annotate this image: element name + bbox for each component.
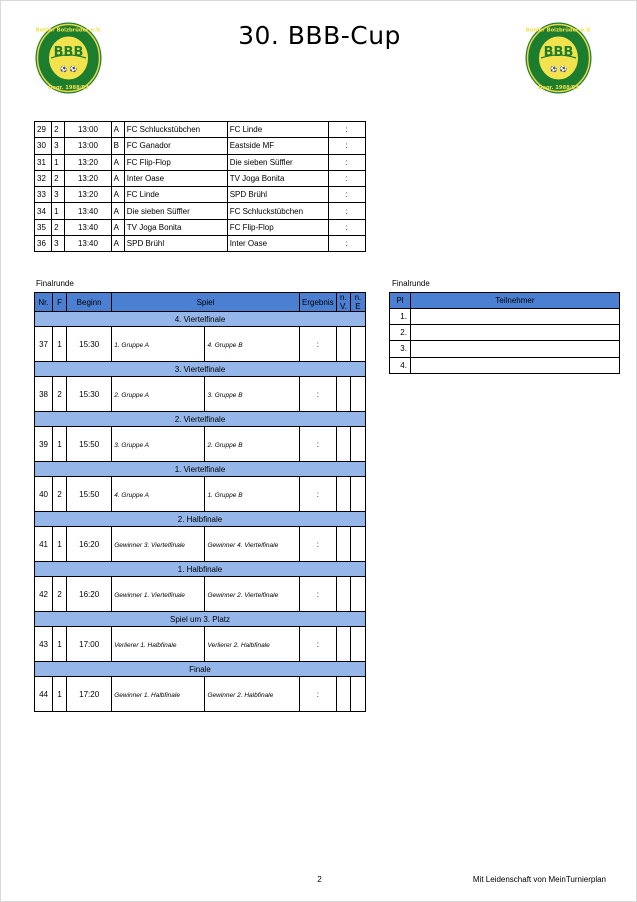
table-row [35,154,366,170]
table-row [390,341,620,357]
stage-row [35,612,366,627]
score-field: : [328,122,365,138]
match-time: 17:00 [67,627,112,662]
team-home: 4. Gruppe A [112,477,205,512]
match-time: 15:50 [67,477,112,512]
match-time: 13:20 [65,170,111,186]
match-number: 31 [35,154,52,170]
extra-time-field [336,677,350,712]
stage-title: 3. Viertelfinale [35,362,366,377]
stage-title: Spiel um 3. Platz [35,612,366,627]
stage-row [35,312,366,327]
stage-row [35,512,366,527]
participant-name [410,357,619,373]
field-number: 2 [53,477,67,512]
stage-title: 1. Halbfinale [35,562,366,577]
match-time: 13:20 [65,154,111,170]
table-row [35,477,366,512]
score-field: : [299,627,336,662]
team-home: FC Schluckstübchen [124,122,227,138]
team-away: TV Joga Bonita [227,170,328,186]
logo-text-top: Buhler Bolzbrüder e.V. [35,27,102,34]
match-time: 17:20 [67,677,112,712]
score-field: : [328,170,365,186]
stage-row [35,562,366,577]
stage-title: 4. Viertelfinale [35,312,366,327]
svg-text:⚽ ⚽: ⚽ ⚽ [60,66,77,73]
field-number: 3 [52,138,65,154]
score-field: : [299,577,336,612]
col-field: F [53,293,67,312]
penalties-field [350,627,365,662]
match-time: 15:50 [67,427,112,462]
field-number: 2 [53,377,67,412]
score-field: : [299,477,336,512]
col-place: Pl [390,293,411,309]
match-time: 13:40 [65,203,111,219]
field-number: 2 [52,170,65,186]
match-number: 36 [35,236,52,252]
table-row [390,357,620,373]
match-number: 35 [35,219,52,235]
score-field: : [299,527,336,562]
table-row [35,203,366,219]
match-time: 13:00 [65,138,111,154]
logo-text-top: Buhler Bolzbrüder e.V. [525,27,592,34]
field-number: 2 [52,122,65,138]
score-field: : [328,154,365,170]
match-number: 29 [35,122,52,138]
field-number: 1 [53,677,67,712]
penalties-field [350,677,365,712]
table-row [35,138,366,154]
group-letter: A [111,219,124,235]
match-number: 39 [35,427,53,462]
team-away: Verlierer 2. Halbfinale [205,627,299,662]
placement-table [389,292,620,374]
club-logo-right [525,22,592,94]
team-home: Gewinner 3. Viertelfinale [112,527,205,562]
table-row [390,325,620,341]
extra-time-field [336,577,350,612]
score-field: : [299,377,336,412]
team-away: Inter Oase [227,236,328,252]
col-extra-time: n. V. [336,293,350,312]
team-away: FC Linde [227,122,328,138]
team-away: Gewinner 2. Viertelfinale [205,577,299,612]
score-field: : [299,677,336,712]
placement-label: Finalrunde [392,279,430,288]
team-home: FC Flip-Flop [124,154,227,170]
table-row [35,527,366,562]
match-time: 13:40 [65,219,111,235]
score-field: : [299,427,336,462]
stage-title: 2. Viertelfinale [35,412,366,427]
stage-title: Finale [35,662,366,677]
logo-monogram: BBB [543,45,574,60]
finals-table [34,292,366,712]
team-away: Die sieben Süffler [227,154,328,170]
score-field: : [299,327,336,362]
stage-row [35,662,366,677]
match-time: 15:30 [67,377,112,412]
group-letter: A [111,203,124,219]
match-time: 13:40 [65,236,111,252]
score-field: : [328,203,365,219]
team-home: Die sieben Süffler [124,203,227,219]
team-away: FC Schluckstübchen [227,203,328,219]
team-away: 1. Gruppe B [205,477,299,512]
field-number: 1 [52,154,65,170]
stage-row [35,462,366,477]
participant-name [410,341,619,357]
penalties-field [350,427,365,462]
team-home: 1. Gruppe A [112,327,205,362]
field-number: 2 [53,577,67,612]
svg-text:⚽ ⚽: ⚽ ⚽ [550,66,567,73]
extra-time-field [336,527,350,562]
match-number: 34 [35,203,52,219]
penalties-field [350,377,365,412]
table-row [35,170,366,186]
group-letter: A [111,154,124,170]
place-number: 2. [390,325,411,341]
group-matches-table [34,121,366,252]
team-away: 3. Gruppe B [205,377,299,412]
field-number: 1 [53,527,67,562]
col-start: Beginn [67,293,112,312]
group-letter: A [111,236,124,252]
team-home: Inter Oase [124,170,227,186]
team-away: SPD Brühl [227,187,328,203]
penalties-field [350,477,365,512]
match-number: 33 [35,187,52,203]
field-number: 3 [52,236,65,252]
match-number: 44 [35,677,53,712]
match-time: 16:20 [67,527,112,562]
penalties-field [350,577,365,612]
team-away: Eastside MF [227,138,328,154]
match-time: 15:30 [67,327,112,362]
field-number: 1 [52,203,65,219]
extra-time-field [336,427,350,462]
team-home: 3. Gruppe A [112,427,205,462]
field-number: 3 [52,187,65,203]
penalties-field [350,527,365,562]
team-away: FC Flip-Flop [227,219,328,235]
score-field: : [328,219,365,235]
team-home: 2. Gruppe A [112,377,205,412]
field-number: 1 [53,627,67,662]
page-number: 2 [317,875,322,884]
match-number: 43 [35,627,53,662]
stage-title: 1. Viertelfinale [35,462,366,477]
table-row [35,627,366,662]
table-row [35,677,366,712]
team-away: 4. Gruppe B [205,327,299,362]
match-number: 38 [35,377,53,412]
match-number: 40 [35,477,53,512]
group-letter: A [111,122,124,138]
col-game: Spiel [112,293,300,312]
group-letter: A [111,187,124,203]
logo-monogram: BBB [53,45,84,60]
extra-time-field [336,377,350,412]
logo-text-bottom: Gegr. 1988/93 [48,85,89,91]
team-home: Gewinner 1. Viertelfinale [112,577,205,612]
group-letter: A [111,170,124,186]
col-penalties: n. E [350,293,365,312]
place-number: 1. [390,309,411,325]
stage-title: 2. Halbfinale [35,512,366,527]
finals-label: Finalrunde [36,279,74,288]
team-away: Gewinner 2. Halbfinale [205,677,299,712]
table-row [35,122,366,138]
match-time: 13:20 [65,187,111,203]
extra-time-field [336,477,350,512]
team-home: Gewinner 1. Halbfinale [112,677,205,712]
table-row [390,309,620,325]
logo-text-bottom: Gegr. 1988/93 [538,85,579,91]
extra-time-field [336,327,350,362]
col-participant: Teilnehmer [410,293,619,309]
table-row [35,236,366,252]
team-away: 2. Gruppe B [205,427,299,462]
penalties-field [350,327,365,362]
page-title: 30. BBB-Cup [238,21,401,50]
table-row [35,187,366,203]
match-number: 32 [35,170,52,186]
table-row [35,377,366,412]
participant-name [410,325,619,341]
team-home: FC Ganador [124,138,227,154]
score-field: : [328,236,365,252]
table-row [35,577,366,612]
team-home: Verlierer 1. Halbfinale [112,627,205,662]
place-number: 4. [390,357,411,373]
stage-row [35,362,366,377]
field-number: 1 [53,327,67,362]
match-number: 30 [35,138,52,154]
match-number: 37 [35,327,53,362]
team-home: TV Joga Bonita [124,219,227,235]
extra-time-field [336,627,350,662]
field-number: 1 [53,427,67,462]
col-result: Ergebnis [299,293,336,312]
team-away: Gewinner 4. Viertelfinale [205,527,299,562]
match-time: 16:20 [67,577,112,612]
table-row [35,427,366,462]
participant-name [410,309,619,325]
field-number: 2 [52,219,65,235]
match-time: 13:00 [65,122,111,138]
table-row [35,219,366,235]
col-nr: Nr. [35,293,53,312]
team-home: SPD Brühl [124,236,227,252]
match-number: 42 [35,577,53,612]
group-letter: B [111,138,124,154]
footer-credit: Mit Leidenschaft von MeinTurnierplan [472,875,606,884]
score-field: : [328,138,365,154]
place-number: 3. [390,341,411,357]
table-row [35,327,366,362]
match-number: 41 [35,527,53,562]
team-home: FC Linde [124,187,227,203]
score-field: : [328,187,365,203]
stage-row [35,412,366,427]
